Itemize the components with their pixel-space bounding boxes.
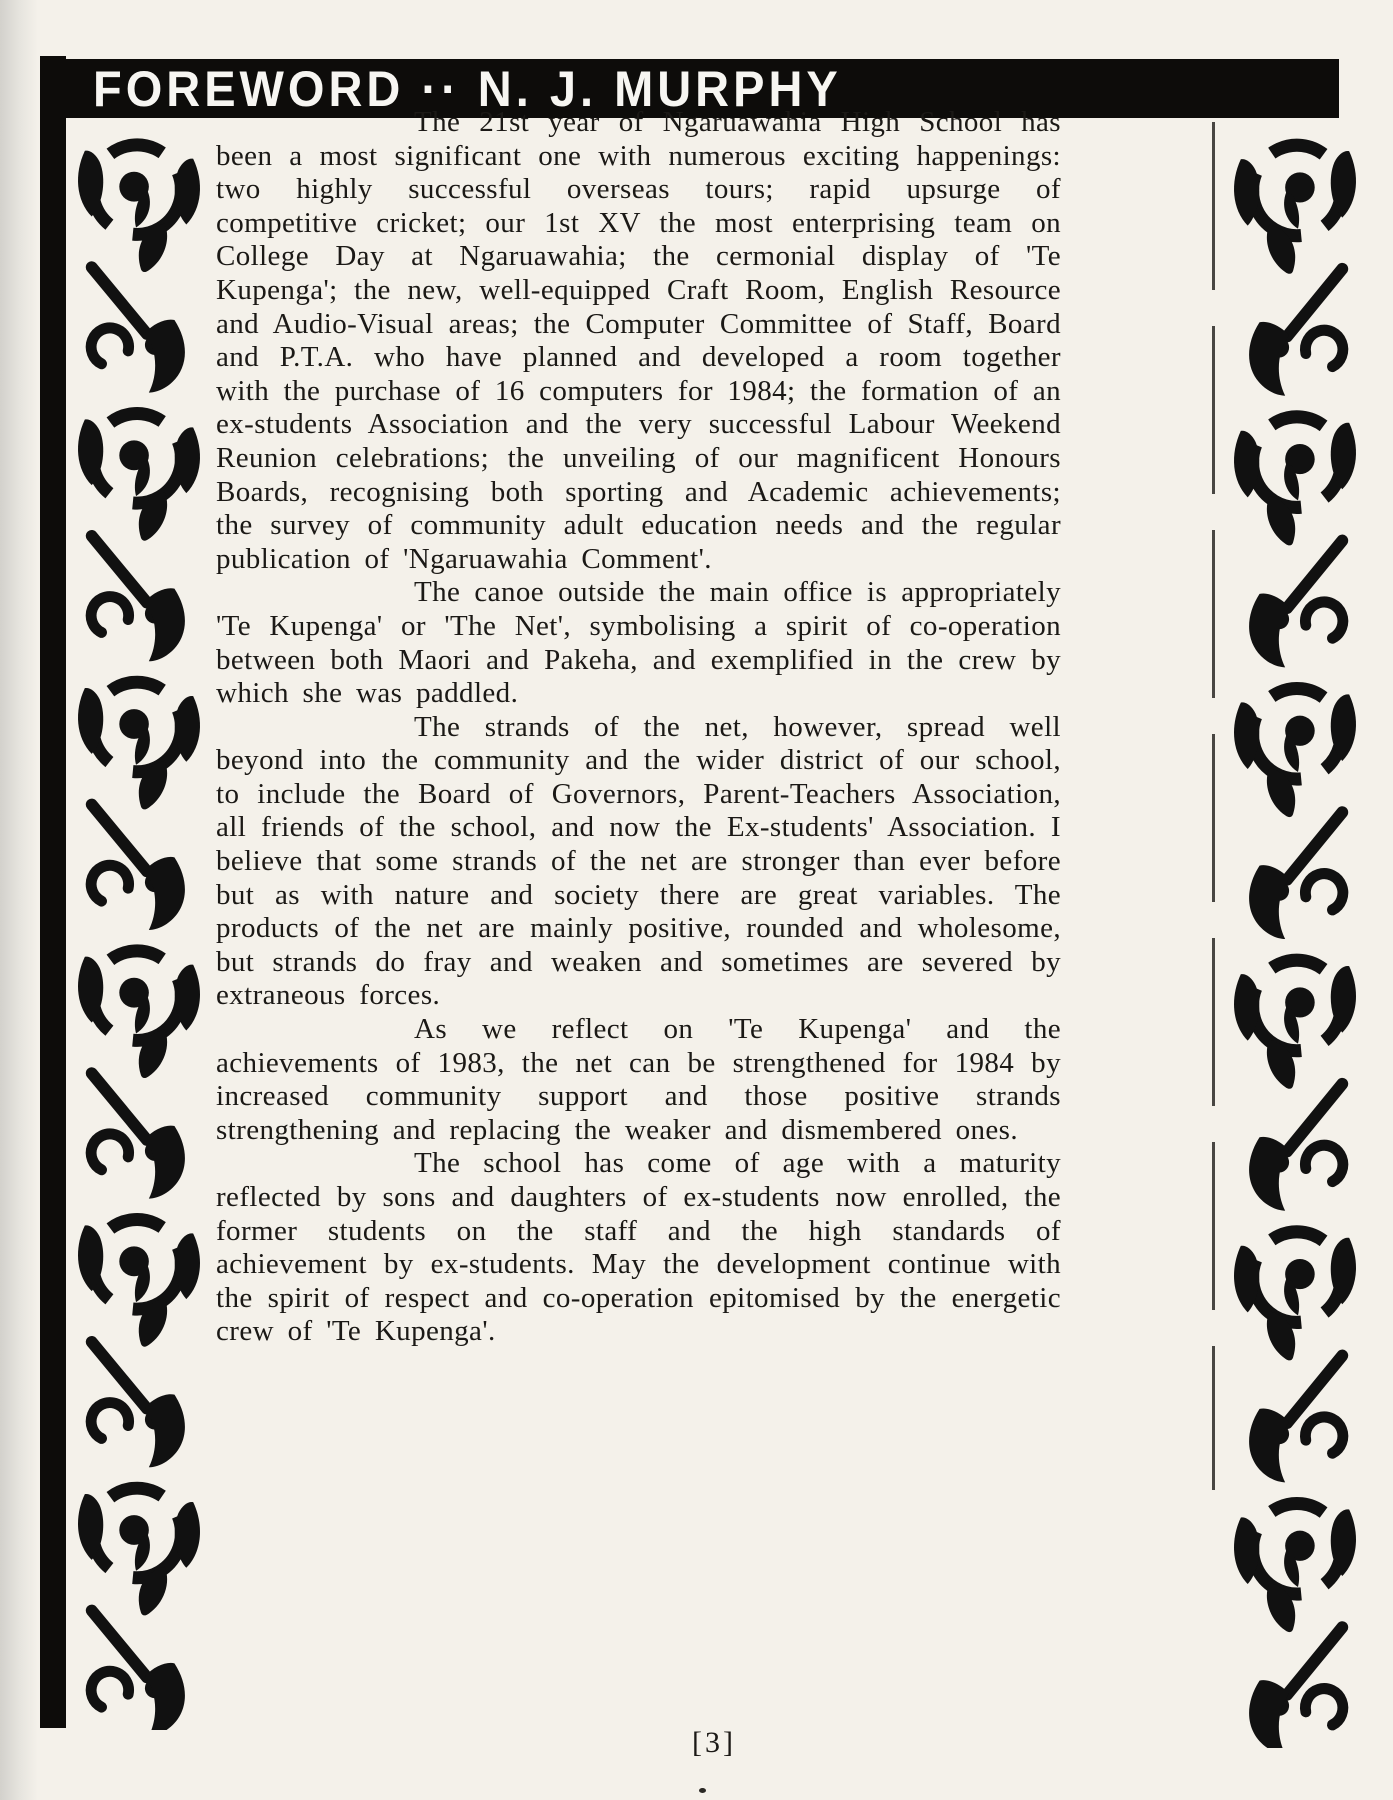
foreword-paragraph-4: As we reflect on 'Te Kupenga' and the achievements of 1983, the net can be strengthened for 1984 by increased community support and those positive strands strengthening and replacing the weaker and dismembered ones. <box>216 1013 1061 1146</box>
scan-artifact-dot <box>699 1788 706 1793</box>
foreword-paragraph-3: The strands of the net, however, spread well beyond into the community and the wider district of our school, to include the Board of Governors, Parent-Teachers Association, all friends of the school, and now the Ex-students' Association. I believe that some strands of the net are stronger than ever before but as with nature and society there are great variables. The products of the net are mainly positive, rounded and wholesome, but strands do fray and weaken and sometimes are severed by extraneous forces. <box>216 710 1061 1012</box>
column-rule <box>1212 122 1215 1490</box>
page-number: [3] <box>692 1726 736 1759</box>
scan-edge-shadow <box>0 0 38 1800</box>
foreword-paragraph-2: The canoe outside the main office is appropriately 'Te Kupenga' or 'The Net', symbolising a spirit of co-operation between both Maori and Pakeha, and exemplified in the crew by which she was paddled. <box>216 576 1061 710</box>
page-title: FOREWORD ·· N. J. MURPHY <box>93 60 842 117</box>
koru-ornament-left <box>72 118 206 1730</box>
foreword-paragraph-1: The 21st year of Ngaruawahia High School has been a most significant one with numerous exciting happenings: two highly successful overseas tours; rapid upsurge of competitive cricket; our 1st XV the most enterprising team on College Day at Ngaruawahia; the cermonial display of 'Te Kupenga'; the new, well-equipped Craft Room, English Resource and Audio-Visual areas; the Computer Committee of Staff, Board and P.T.A. who have planned and developed a room together with the purchase of 16 computers for 1984; the formation of an ex-students Association and the very successful Labour Weekend Reunion celebrations; the unveiling of our magnificent Honours Boards, recognising both sporting and Academic achievements; the survey of community adult education needs and the regular publication of 'Ngaruawahia Comment'. <box>216 106 1061 575</box>
foreword-text <box>216 106 1061 1349</box>
koru-ornament-right <box>1228 118 1362 1748</box>
left-border-bar <box>40 56 66 1728</box>
foreword-paragraph-5: The school has come of age with a maturity reflected by sons and daughters of ex-students now enrolled, the former students on the staff and the high standards of achievement by ex-students. May the development continue with the spirit of respect and co-operation epitomised by the energetic crew of 'Te Kupenga'. <box>216 1147 1061 1348</box>
